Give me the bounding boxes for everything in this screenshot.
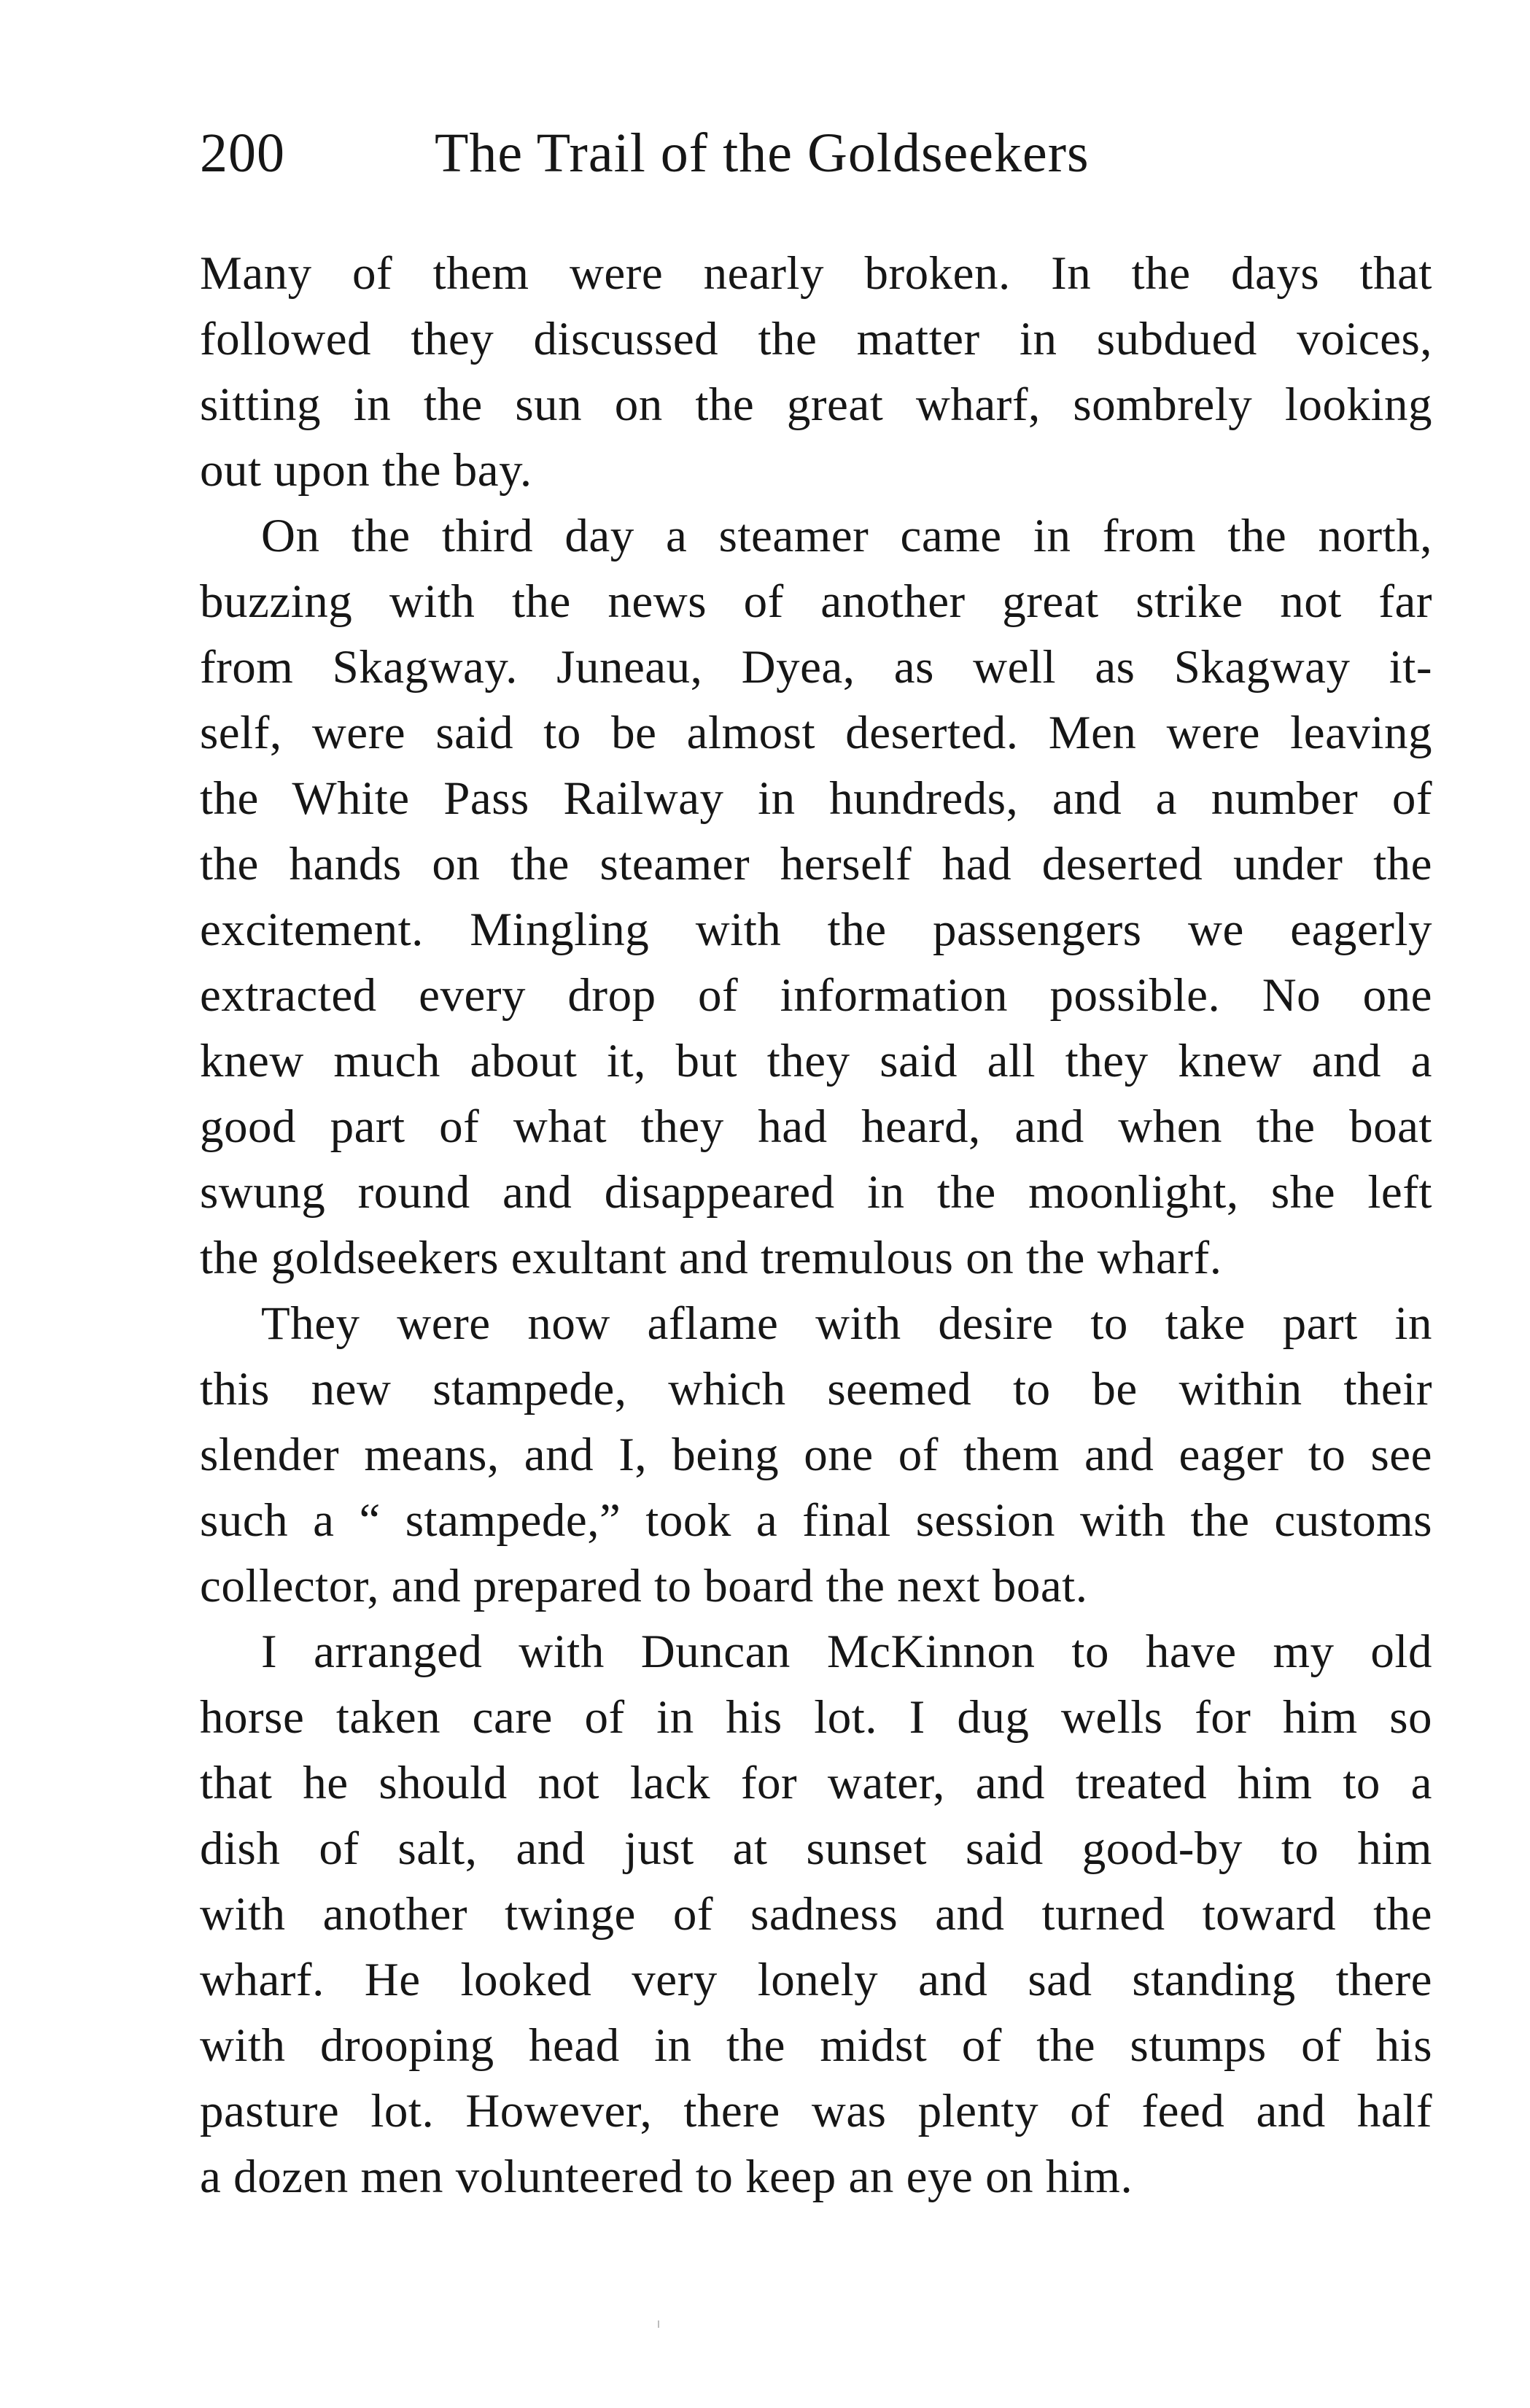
text-line: the goldseekers exultant and tremulous on the wharf. bbox=[200, 1232, 1222, 1284]
text-line: the hands on the steamer herself had deserted under the bbox=[200, 838, 1432, 890]
text-line: Many of them were nearly broken. In the days that bbox=[200, 247, 1432, 300]
running-title: The Trail of the Goldseekers bbox=[435, 123, 1090, 184]
text-line: dish of salt, and just at sunset said good-by to him bbox=[200, 1822, 1432, 1875]
text-line: that he should not lack for water, and treated him to a bbox=[200, 1757, 1432, 1809]
text-line: extracted every drop of information possible. No one bbox=[200, 969, 1432, 1022]
text-line: with another twinge of sadness and turned toward the bbox=[200, 1888, 1432, 1941]
text-line: They were now aflame with desire to take part in bbox=[261, 1297, 1432, 1350]
text-line: swung round and disappeared in the moonlight, she left bbox=[200, 1166, 1432, 1219]
text-line: collector, and prepared to board the next boat. bbox=[200, 1560, 1088, 1612]
text-line: a dozen men volunteered to keep an eye on him. bbox=[200, 2151, 1133, 2203]
text-line: with drooping head in the midst of the stumps of his bbox=[200, 2019, 1432, 2072]
text-line: from Skagway. Juneau, Dyea, as well as Skagway it- bbox=[200, 641, 1432, 694]
text-line: out upon the bay. bbox=[200, 444, 532, 497]
print-mark bbox=[658, 2320, 659, 2328]
text-line: slender means, and I, being one of them and eager to see bbox=[200, 1429, 1432, 1481]
text-line: On the third day a steamer came in from the north, bbox=[261, 510, 1432, 562]
text-line: I arranged with Duncan McKinnon to have my old bbox=[261, 1626, 1432, 1678]
text-line: such a “ stampede,” took a final session with the customs bbox=[200, 1494, 1432, 1547]
text-line: this new stampede, which seemed to be within their bbox=[200, 1363, 1432, 1415]
text-line: wharf. He looked very lonely and sad standing there bbox=[200, 1954, 1432, 2006]
text-line: good part of what they had heard, and when the boat bbox=[200, 1100, 1432, 1153]
text-line: buzzing with the news of another great strike not far bbox=[200, 575, 1432, 628]
text-line: excitement. Mingling with the passengers we eagerly bbox=[200, 904, 1432, 956]
text-line: the White Pass Railway in hundreds, and a number of bbox=[200, 772, 1432, 825]
text-line: pasture lot. However, there was plenty of feed and half bbox=[200, 2085, 1432, 2137]
text-line: knew much about it, but they said all they knew and a bbox=[200, 1035, 1432, 1087]
page-number: 200 bbox=[200, 123, 285, 184]
text-line: followed they discussed the matter in subdued voices, bbox=[200, 313, 1432, 365]
page-header bbox=[200, 117, 1454, 190]
text-line: self, were said to be almost deserted. Men were leaving bbox=[200, 707, 1432, 759]
text-line: sitting in the sun on the great wharf, sombrely looking bbox=[200, 378, 1432, 431]
body-text bbox=[200, 241, 1432, 2210]
text-line: horse taken care of in his lot. I dug wells for him so bbox=[200, 1691, 1432, 1744]
